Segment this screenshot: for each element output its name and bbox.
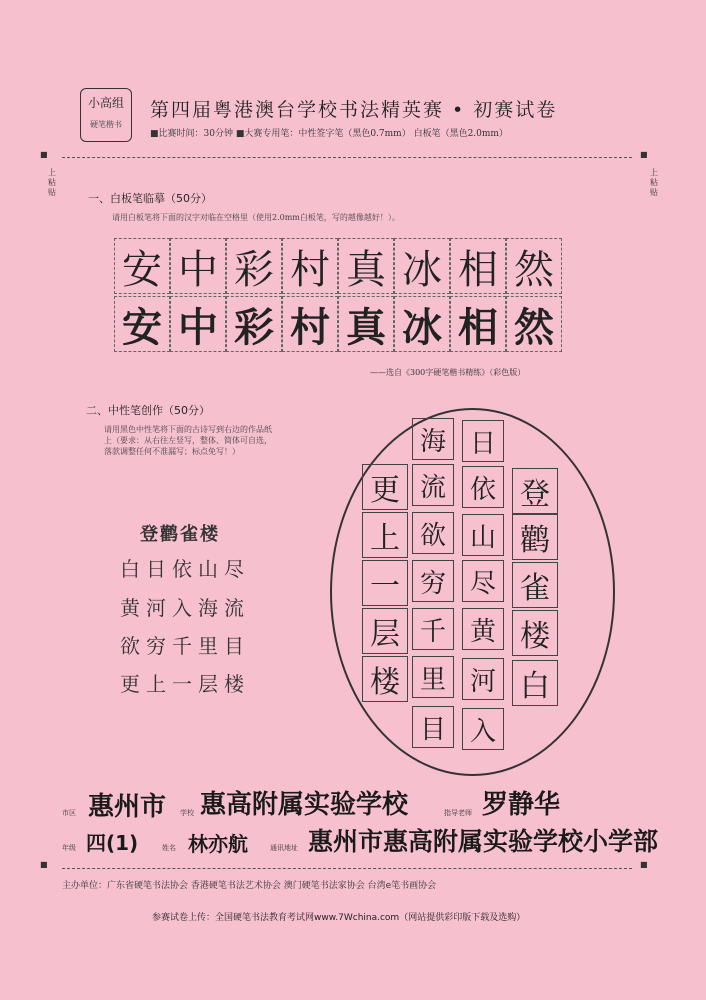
work-char: 更 [362,464,408,510]
written-char-cell: 然 [506,296,562,352]
work-char: 尽 [462,560,504,602]
left-side-note: 上 粘 贴 [48,168,56,197]
work-char: 目 [412,706,454,748]
work-char: 流 [412,464,454,506]
work-char: 层 [362,608,408,654]
name-value: 林亦航 [188,832,248,856]
work-char: 入 [462,708,504,750]
top-cut-line [62,157,632,158]
section1-instruction: 请用白板笔将下面的汉字对临在空格里（使用2.0mm白板笔，写的越像越好！）。 [112,213,400,222]
badge-style-label: 硬笔楷书 [90,120,122,129]
written-characters-row [114,296,562,352]
model-characters-row [114,238,562,294]
grade-label: 年级 [62,844,76,852]
work-char: 穷 [412,560,454,602]
work-char: 欲 [412,512,454,554]
bottom-cut-line [62,868,632,869]
written-char-cell: 中 [170,296,226,352]
written-char-cell: 冰 [394,296,450,352]
work-char: 雀 [512,562,558,608]
name-label: 姓名 [162,844,176,852]
work-char: 楼 [362,656,408,702]
model-char-cell: 安 [114,238,170,294]
model-char-cell: 村 [282,238,338,294]
grade-value: 四(1) [86,831,139,855]
teacher-value: 罗静华 [482,790,561,820]
left-registration-mark: ■ [40,150,48,159]
poem-title: 登鹳雀楼 [140,524,220,545]
written-char-cell: 相 [450,296,506,352]
sponsors-line: 主办单位：广东省硬笔书法协会 香港硬笔书法艺术协会 澳门硬笔书法家协会 台湾e笔书画协会 [62,881,437,891]
page-subtitle: ■比赛时间：30分钟 ■大赛专用笔：中性签字笔（黑色0.7mm） 白板笔（黑色2.0mm） [150,129,508,139]
work-char: 黄 [462,608,504,650]
group-badge [80,88,132,142]
work-char: 山 [462,514,504,556]
model-char-cell: 然 [506,238,562,294]
model-char-cell: 真 [338,238,394,294]
right-registration-mark: ■ [640,150,648,159]
right-side-note: 上 粘 贴 [650,168,658,197]
address-label: 通讯地址 [270,844,298,852]
model-char-cell: 冰 [394,238,450,294]
work-char: 里 [412,656,454,698]
upload-footer: 参赛试卷上传：全国硬笔书法教育考试网www.7Wchina.com（网站提供彩印版下载及选购） [152,913,526,923]
school-label: 学校 [180,809,194,817]
written-char-cell: 安 [114,296,170,352]
right-bottom-registration-mark: ■ [640,860,648,869]
work-char: 上 [362,512,408,558]
section1-heading: 一、白板笔临摹（50分） [88,192,212,205]
work-char: 白 [512,660,558,706]
poem-line: 黄河入海流 [120,596,250,620]
city-value: 惠州市 [88,792,167,822]
teacher-label: 指导老师 [444,809,472,817]
instruction-line: 上（要求：从右往左竖写，整体、简体可自选， [104,436,272,445]
poem-line: 欲穷千里目 [120,634,250,658]
page-title: 第四届粤港澳台学校书法精英赛 • 初赛试卷 [150,99,558,121]
work-char: 依 [462,466,504,508]
city-label: 市区 [62,809,76,817]
work-char: 登 [512,468,558,514]
section2-instructions [104,424,272,457]
section2-heading: 二、中性笔创作（50分） [86,404,210,417]
school-value: 惠高附属实验学校 [200,790,409,820]
work-char: 一 [362,560,408,606]
written-char-cell: 村 [282,296,338,352]
address-value: 惠州市惠高附属实验学校小学部 [308,827,659,856]
written-char-cell: 彩 [226,296,282,352]
badge-group-label: 小高组 [87,96,124,110]
work-char: 河 [462,658,504,700]
model-char-cell: 彩 [226,238,282,294]
work-char: 千 [412,608,454,650]
poem-line: 白日依山尽 [120,557,250,581]
model-char-cell: 相 [450,238,506,294]
model-char-cell: 中 [170,238,226,294]
instruction-line: 落款调整任何不准漏写；标点免写！） [104,447,240,456]
work-char: 鹳 [512,514,558,560]
left-bottom-registration-mark: ■ [40,860,48,869]
work-char: 日 [462,420,504,462]
instruction-line: 请用黑色中性笔将下面的古诗写到右边的作品纸 [104,425,272,434]
work-char: 楼 [512,610,558,656]
work-char: 海 [412,418,454,460]
written-char-cell: 真 [338,296,394,352]
poem-line: 更上一层楼 [120,672,250,696]
model-source-note: ——选自《300字硬笔楷书精练》（彩色版） [370,368,526,377]
